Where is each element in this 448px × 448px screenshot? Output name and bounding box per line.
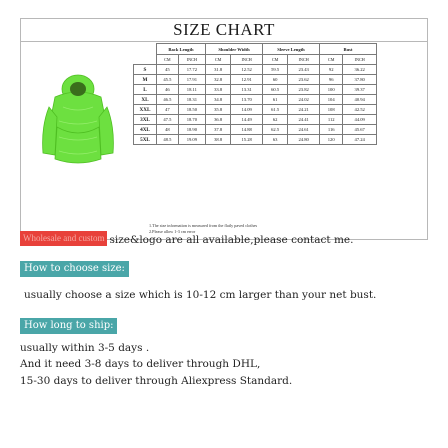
measure-cell: 17.72 (178, 65, 205, 75)
size-label: XL (134, 95, 157, 105)
measure-cell: 24.02 (288, 95, 320, 105)
measure-cell: 120 (320, 135, 343, 145)
header-sleeve-length: Sleeve Length (263, 44, 320, 55)
measure-cell: 15.28 (231, 135, 263, 145)
size-label: M (134, 75, 157, 85)
measure-cell: 23.43 (288, 65, 320, 75)
size-label: XXL (134, 105, 157, 115)
size-row (134, 115, 377, 125)
measure-cell: 24.41 (288, 115, 320, 125)
size-row (134, 95, 377, 105)
shipping-line: 15-30 days to deliver through Aliexpress Standard. (20, 375, 293, 387)
measure-cell: 42.52 (343, 105, 377, 115)
unit-cell: CM (206, 55, 231, 65)
measure-cell: 46 (157, 85, 179, 95)
measure-cell: 32.8 (206, 75, 231, 85)
measure-cell: 48.5 (157, 135, 179, 145)
unit-cell: CM (263, 55, 288, 65)
size-row (134, 65, 377, 75)
measure-cell: 63 (263, 135, 288, 145)
measure-cell: 24.80 (288, 135, 320, 145)
measure-cell: 108 (320, 105, 343, 115)
measure-cell: 18.50 (178, 105, 205, 115)
product-photo (35, 67, 121, 171)
size-label: S (134, 65, 157, 75)
measure-cell: 23.62 (288, 75, 320, 85)
measure-cell: 59.5 (263, 65, 288, 75)
shipping-line: And it need 3-8 days to deliver through DHL, (20, 358, 261, 370)
note-line: 1.The size information is measured from the flatly paved clothes (149, 223, 258, 228)
measure-cell: 60.5 (263, 85, 288, 95)
shipping-heading: How long to ship: (20, 318, 117, 334)
measure-cell: 33.8 (206, 85, 231, 95)
measure-cell: 13.31 (231, 85, 263, 95)
measure-cell: 116 (320, 125, 343, 135)
measure-cell: 36.8 (206, 115, 231, 125)
measure-cell: 14.49 (231, 115, 263, 125)
measure-cell: 47 (157, 105, 179, 115)
corner-cell (134, 55, 157, 65)
measure-cell: 61 (263, 95, 288, 105)
measure-cell: 47.5 (157, 115, 179, 125)
corner-cell (134, 44, 157, 55)
size-row (134, 125, 377, 135)
measure-cell: 37.8 (206, 125, 231, 135)
size-chart-title: SIZE CHART (21, 19, 427, 42)
unit-cell: INCH (343, 55, 377, 65)
measure-cell: 17.91 (178, 75, 205, 85)
size-row (134, 105, 377, 115)
unit-header-row (134, 55, 377, 65)
measure-cell: 19.09 (178, 135, 205, 145)
measure-cell: 36.22 (343, 65, 377, 75)
measure-cell: 35.8 (206, 105, 231, 115)
measure-cell: 39.37 (343, 85, 377, 95)
measure-cell: 24.61 (288, 125, 320, 135)
size-row (134, 135, 377, 145)
measure-cell: 34.8 (206, 95, 231, 105)
measure-cell: 46.5 (157, 95, 179, 105)
measure-cell: 18.70 (178, 115, 205, 125)
measure-cell: 96 (320, 75, 343, 85)
measure-cell: 62 (263, 115, 288, 125)
note-line: 2.Please allow 1-3 cm error (149, 229, 196, 234)
measure-cell: 100 (320, 85, 343, 95)
measure-cell: 14.88 (231, 125, 263, 135)
group-header-row (134, 44, 377, 55)
size-rows (134, 65, 377, 145)
measure-cell: 92 (320, 65, 343, 75)
measure-cell: 24.21 (288, 105, 320, 115)
measure-cell: 12.52 (231, 65, 263, 75)
measure-cell: 18.31 (178, 95, 205, 105)
measure-cell: 60 (263, 75, 288, 85)
wholesale-text: size&logo are all available,please contact me. (109, 234, 354, 246)
measure-cell: 12.91 (231, 75, 263, 85)
header-back-length: Back Length (157, 44, 206, 55)
measure-cell: 38.8 (206, 135, 231, 145)
header-bust: Bust (320, 44, 377, 55)
wholesale-line (20, 228, 353, 247)
measure-cell: 18.11 (178, 85, 205, 95)
header-shoulder-width: Shoulder Width (206, 44, 263, 55)
measure-cell: 31.8 (206, 65, 231, 75)
size-label: L (134, 85, 157, 95)
measure-cell: 45.5 (157, 75, 179, 85)
measure-cell: 37.80 (343, 75, 377, 85)
measure-cell: 14.09 (231, 105, 263, 115)
size-row (134, 75, 377, 85)
wholesale-badge: Wholesale and custom (20, 231, 107, 246)
unit-cell: CM (157, 55, 179, 65)
unit-cell: INCH (288, 55, 320, 65)
unit-cell: INCH (178, 55, 205, 65)
measure-cell: 45.67 (343, 125, 377, 135)
choose-size-text: usually choose a size which is 10-12 cm larger than your net bust. (24, 289, 377, 301)
measure-cell: 40.94 (343, 95, 377, 105)
measure-cell: 48 (157, 125, 179, 135)
unit-cell: INCH (231, 55, 263, 65)
measure-cell: 44.09 (343, 115, 377, 125)
size-label: 5XL (134, 135, 157, 145)
measure-cell: 13.70 (231, 95, 263, 105)
measure-cell: 104 (320, 95, 343, 105)
size-row (134, 85, 377, 95)
measure-cell: 47.24 (343, 135, 377, 145)
size-table (133, 43, 377, 145)
measure-cell: 62.5 (263, 125, 288, 135)
measure-cell: 18.90 (178, 125, 205, 135)
choose-size-heading: How to choose size: (20, 261, 129, 277)
size-label: 3XL (134, 115, 157, 125)
measure-cell: 112 (320, 115, 343, 125)
measure-cell: 61.5 (263, 105, 288, 115)
size-chart-panel (20, 18, 428, 240)
measure-cell: 23.82 (288, 85, 320, 95)
shipping-line: usually within 3-5 days . (20, 342, 150, 354)
measure-cell: 45 (157, 65, 179, 75)
size-label: 4XL (134, 125, 157, 135)
unit-cell: CM (320, 55, 343, 65)
